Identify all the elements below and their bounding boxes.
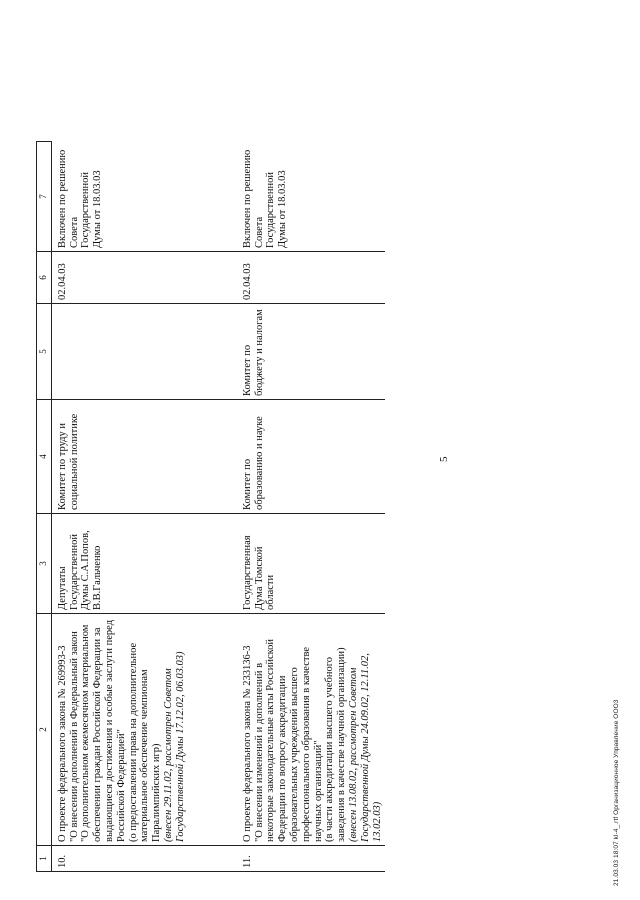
bill-law-name: "О внесении дополнений в Федеральный закон "О дополнительном ежемесячном материальном обеспечении граждан Российской Федерации за выдающиеся достижения и особые заслуги перед Российской Федерацией" — [68, 619, 127, 842]
header-col-1: 1 — [37, 846, 52, 872]
bill-initiator: Депутаты Государственной Думы С.А.Попов, В.В.Гальченко — [51, 514, 237, 614]
bill-description — [51, 614, 237, 846]
bill-law-name: "О внесении изменений и дополнений в некоторые законодательные акты Российской Федерации по вопросу аккредитации образовательных учреждений высшего профессионального образования в качестве научных организаций" — [253, 638, 324, 842]
bill-note: (о предоставлении права на дополнительное материальное обеспечение чемпионам Паралимпийских игр) — [127, 642, 163, 842]
inclusion-status: Включен по решению Совета Государственной Думы от 18.03.03 — [237, 142, 386, 252]
header-col-2: 2 — [37, 614, 52, 846]
header-col-7: 7 — [37, 142, 52, 252]
co-committee: Комитет по бюджету и налогам — [237, 304, 386, 400]
bill-title-line: О проекте федерального закона № 233136-3 — [241, 645, 253, 842]
footer-file-info: 21.03.03 18:07 kl-4_.rtf Организационное Управление ООО3 — [613, 699, 620, 886]
header-col-4: 4 — [37, 400, 52, 514]
row-number: 10. — [51, 846, 237, 872]
co-committee — [51, 304, 237, 400]
table-row — [237, 142, 386, 872]
row-number: 11. — [237, 846, 386, 872]
bill-description — [237, 614, 386, 846]
table-row — [51, 142, 237, 872]
responsible-committee: Комитет по образованию и науке — [237, 400, 386, 514]
header-col-3: 3 — [37, 514, 52, 614]
bill-initiator: Государственная Дума Томской области — [237, 514, 386, 614]
consideration-date: 02.04.03 — [51, 252, 237, 304]
inclusion-status: Включен по решению Совета Государственной Думы от 18.03.03 — [51, 142, 237, 252]
header-col-5: 5 — [37, 304, 52, 400]
bill-history: (внесен 29.11.02, рассмотрен Советом Государственной Думы 17.12.02, 06.03.03) — [162, 651, 186, 842]
bill-history: (внесен 13.08.02, рассмотрен Советом Государственной Думы 24.09.02, 12.11.02, 13.02.03) — [347, 653, 383, 842]
page-number: 5 — [438, 456, 450, 462]
consideration-date: 02.04.03 — [237, 252, 386, 304]
header-row — [37, 142, 52, 872]
bill-note: (в части аккредитации высшего учебного заведения в качестве научной организации) — [324, 647, 348, 842]
agenda-table — [36, 141, 385, 872]
responsible-committee: Комитет по труду и социальной политике — [51, 400, 237, 514]
header-col-6: 6 — [37, 252, 52, 304]
bill-title-line: О проекте федерального закона № 269993-3 — [56, 645, 68, 842]
